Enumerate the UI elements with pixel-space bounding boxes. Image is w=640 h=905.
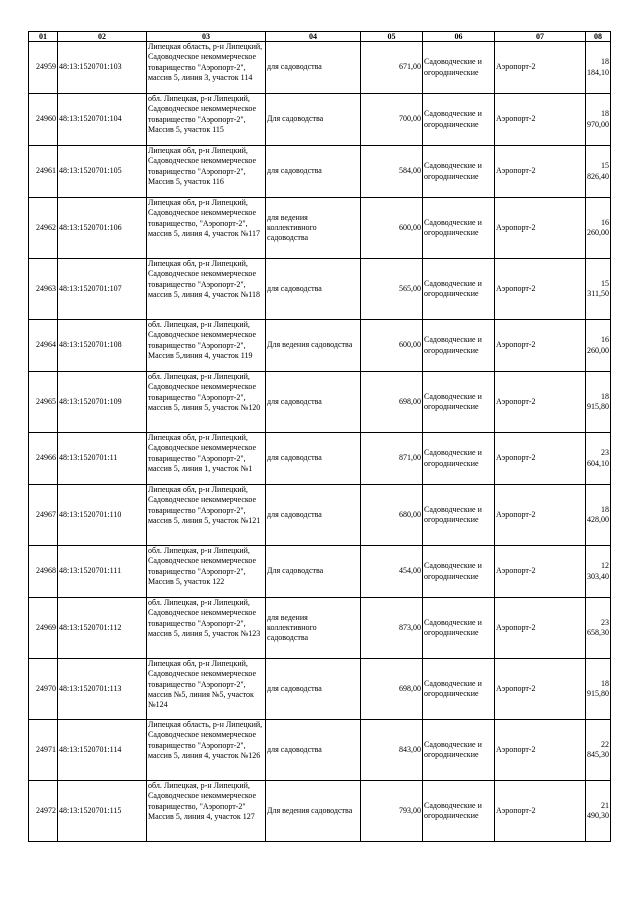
area-cell: 700,00 [361, 94, 423, 146]
land-category-cell: Садоводческие и огороднические [423, 598, 495, 659]
zone-cell: Аэропорт-2 [495, 42, 586, 94]
permitted-use-cell: Для ведения садоводства [266, 320, 361, 372]
land-category-cell: Садоводческие и огороднические [423, 659, 495, 720]
area-cell: 698,00 [361, 372, 423, 433]
registry-table [28, 31, 611, 842]
land-category-cell: Садоводческие и огороднические [423, 433, 495, 485]
address-cell [147, 372, 266, 433]
land-category-cell: Садоводческие и огороднические [423, 146, 495, 198]
table-row [29, 659, 611, 720]
cadastral-number-cell: 48:13:1520701:109 [58, 372, 147, 433]
address-cell [147, 198, 266, 259]
permitted-use-cell: для ведения коллективного садоводства [266, 198, 361, 259]
cadastral-number-cell: 48:13:1520701:103 [58, 42, 147, 94]
permitted-use-cell: для садоводства [266, 433, 361, 485]
address-cell [147, 94, 266, 146]
land-category-cell: Садоводческие и огороднические [423, 372, 495, 433]
cadastral-value-cell: 18 915,80 [586, 659, 611, 720]
cadastral-number-cell: 48:13:1520701:108 [58, 320, 147, 372]
record-number-cell: 24961 [29, 146, 58, 198]
table-row [29, 198, 611, 259]
cadastral-value-cell: 18 970,00 [586, 94, 611, 146]
area-cell: 600,00 [361, 320, 423, 372]
area-cell: 873,00 [361, 598, 423, 659]
record-number-cell: 24965 [29, 372, 58, 433]
table-row [29, 546, 611, 598]
table-row [29, 485, 611, 546]
table-row [29, 259, 611, 320]
address-text: обл. Липецкая, р-н Липецкий, Садоводческое некоммерческое товарищество "Аэропорт-2", Массив 5, участок 122 [148, 546, 257, 586]
column-header: 05 [361, 32, 423, 42]
cadastral-value-cell: 15 826,40 [586, 146, 611, 198]
land-category-cell: Садоводческие и огороднические [423, 94, 495, 146]
zone-cell: Аэропорт-2 [495, 198, 586, 259]
area-cell: 454,00 [361, 546, 423, 598]
cadastral-number-cell: 48:13:1520701:107 [58, 259, 147, 320]
permitted-use-cell: для садоводства [266, 485, 361, 546]
zone-cell: Аэропорт-2 [495, 320, 586, 372]
column-header: 07 [495, 32, 586, 42]
zone-cell: Аэропорт-2 [495, 720, 586, 781]
cadastral-value-cell: 23 604,10 [586, 433, 611, 485]
area-cell: 600,00 [361, 198, 423, 259]
table-row [29, 720, 611, 781]
cadastral-value-cell: 18 184,10 [586, 42, 611, 94]
cadastral-number-cell: 48:13:1520701:113 [58, 659, 147, 720]
permitted-use-cell: Для ведения садоводства [266, 781, 361, 842]
cadastral-value-cell: 16 260,00 [586, 198, 611, 259]
column-header: 04 [266, 32, 361, 42]
address-cell [147, 598, 266, 659]
land-category-cell: Садоводческие и огороднические [423, 485, 495, 546]
record-number-cell: 24962 [29, 198, 58, 259]
zone-cell: Аэропорт-2 [495, 485, 586, 546]
record-number-cell: 24970 [29, 659, 58, 720]
area-cell: 565,00 [361, 259, 423, 320]
zone-cell: Аэропорт-2 [495, 146, 586, 198]
column-header: 03 [147, 32, 266, 42]
table-body [29, 42, 611, 842]
permitted-use-cell: для садоводства [266, 42, 361, 94]
permitted-use-cell: Для садоводства [266, 94, 361, 146]
address-cell [147, 720, 266, 781]
address-text: Липецкая обл, р-н Липецкий, Садоводческое некоммерческое товарищество "Аэропорт-2", массив 5, линия 5, участок №121 [148, 485, 261, 525]
area-cell: 843,00 [361, 720, 423, 781]
cadastral-number-cell: 48:13:1520701:111 [58, 546, 147, 598]
cadastral-number-cell: 48:13:1520701:104 [58, 94, 147, 146]
cadastral-value-cell: 18 915,80 [586, 372, 611, 433]
cadastral-value-cell: 16 260,00 [586, 320, 611, 372]
cadastral-value-cell: 21 490,30 [586, 781, 611, 842]
column-header: 01 [29, 32, 58, 42]
address-text: Липецкая обл, р-н Липецкий, Садоводческое некоммерческое товарищество "Аэропорт-2", массив 5, линия 1, участок №1 [148, 433, 257, 473]
zone-cell: Аэропорт-2 [495, 546, 586, 598]
area-cell: 584,00 [361, 146, 423, 198]
record-number-cell: 24971 [29, 720, 58, 781]
column-header: 02 [58, 32, 147, 42]
cadastral-number-cell: 48:13:1520701:110 [58, 485, 147, 546]
address-text: обл. Липецкая, р-н Липецкий, Садоводческое некоммерческое товарищество, "Аэропорт-2" Массив 5, линия 4, участок 127 [148, 781, 257, 821]
permitted-use-cell: для садоводства [266, 259, 361, 320]
table-row [29, 94, 611, 146]
address-text: Липецкая обл, р-н Липецкий, Садоводческое некоммерческое товарищество "Аэропорт-2", Массив 5, участок 116 [148, 146, 257, 186]
area-cell: 680,00 [361, 485, 423, 546]
cadastral-number-cell: 48:13:1520701:105 [58, 146, 147, 198]
land-category-cell: Садоводческие и огороднические [423, 720, 495, 781]
column-header: 08 [586, 32, 611, 42]
table-row [29, 433, 611, 485]
address-text: Липецкая обл, р-н Липецкий, Садоводческое некоммерческое товарищество "Аэропорт-2", массив 5, линия 4, участок №118 [148, 259, 260, 299]
record-number-cell: 24959 [29, 42, 58, 94]
area-cell: 698,00 [361, 659, 423, 720]
table-row [29, 598, 611, 659]
address-cell [147, 659, 266, 720]
land-category-cell: Садоводческие и огороднические [423, 42, 495, 94]
zone-cell: Аэропорт-2 [495, 94, 586, 146]
address-text: Липецкая область, р-н Липецкий, Садоводческое некоммерческое товарищество "Аэропорт-2", массив 5, линия 4, участок №126 [148, 720, 263, 760]
zone-cell: Аэропорт-2 [495, 659, 586, 720]
land-category-cell: Садоводческие и огороднические [423, 781, 495, 842]
zone-cell: Аэропорт-2 [495, 433, 586, 485]
address-cell [147, 546, 266, 598]
permitted-use-cell: Для садоводства [266, 546, 361, 598]
land-category-cell: Садоводческие и огороднические [423, 259, 495, 320]
record-number-cell: 24968 [29, 546, 58, 598]
address-cell [147, 320, 266, 372]
permitted-use-cell: для садоводства [266, 720, 361, 781]
permitted-use-cell: для садоводства [266, 146, 361, 198]
record-number-cell: 24972 [29, 781, 58, 842]
cadastral-number-cell: 48:13:1520701:114 [58, 720, 147, 781]
address-cell [147, 781, 266, 842]
cadastral-value-cell: 15 311,50 [586, 259, 611, 320]
cadastral-number-cell: 48:13:1520701:115 [58, 781, 147, 842]
table-row [29, 372, 611, 433]
area-cell: 671,00 [361, 42, 423, 94]
permitted-use-cell: для садоводства [266, 659, 361, 720]
address-text: обл. Липецкая, р-н Липецкий, Садоводческое некоммерческое товарищество "Аэропорт-2", Массив 5,линия 4, участок 119 [148, 320, 257, 360]
record-number-cell: 24967 [29, 485, 58, 546]
record-number-cell: 24969 [29, 598, 58, 659]
address-text: Липецкая область, р-н Липецкий, Садоводческое некоммерческое товарищество "Аэропорт-2", массив 5, линия 3, участок 114 [148, 42, 263, 82]
area-cell: 871,00 [361, 433, 423, 485]
land-category-cell: Садоводческие и огороднические [423, 320, 495, 372]
address-cell [147, 433, 266, 485]
address-text: обл. Липецкая, р-н Липецкий, Садоводческое некоммерческое товарищество "Аэропорт-2", Массив 5, участок 115 [148, 94, 257, 134]
address-cell [147, 42, 266, 94]
record-number-cell: 24966 [29, 433, 58, 485]
table-row [29, 781, 611, 842]
zone-cell: Аэропорт-2 [495, 781, 586, 842]
cadastral-value-cell: 23 658,30 [586, 598, 611, 659]
table-row [29, 146, 611, 198]
land-category-cell: Садоводческие и огороднические [423, 198, 495, 259]
address-cell [147, 259, 266, 320]
cadastral-number-cell: 48:13:1520701:112 [58, 598, 147, 659]
permitted-use-cell: для садоводства [266, 372, 361, 433]
zone-cell: Аэропорт-2 [495, 259, 586, 320]
address-text: Липецкая обл, р-н Липецкий, Садоводческое некоммерческое товарищество "Аэропорт-2", массив №5, линия №5, участок №124 [148, 659, 257, 710]
table-row [29, 42, 611, 94]
zone-cell: Аэропорт-2 [495, 372, 586, 433]
record-number-cell: 24960 [29, 94, 58, 146]
record-number-cell: 24963 [29, 259, 58, 320]
address-cell [147, 485, 266, 546]
address-text: обл. Липецкая, р-н Липецкий, Садоводческое некоммерческое товарищество "Аэропорт-2", массив 5, линия 5, участок №120 [148, 372, 261, 412]
cadastral-number-cell: 48:13:1520701:106 [58, 198, 147, 259]
area-cell: 793,00 [361, 781, 423, 842]
address-text: обл. Липецкая, р-н Липецкий, Садоводческое некоммерческое товарищество "Аэропорт-2", массив 5, линия 5, участок №123 [148, 598, 261, 638]
address-text: Липецкая обл, р-н Липецкий, Садоводческое некоммерческое товарищество, "Аэропорт-2", массив 5, линия 4, участок №117 [148, 198, 260, 238]
cadastral-value-cell: 12 303,40 [586, 546, 611, 598]
cadastral-number-cell: 48:13:1520701:11 [58, 433, 147, 485]
cadastral-value-cell: 18 428,00 [586, 485, 611, 546]
table-header-row [29, 32, 611, 42]
cadastral-value-cell: 22 845,30 [586, 720, 611, 781]
address-cell [147, 146, 266, 198]
permitted-use-cell: для ведения коллективного садоводства [266, 598, 361, 659]
column-header: 06 [423, 32, 495, 42]
land-category-cell: Садоводческие и огороднические [423, 546, 495, 598]
record-number-cell: 24964 [29, 320, 58, 372]
zone-cell: Аэропорт-2 [495, 598, 586, 659]
table-row [29, 320, 611, 372]
